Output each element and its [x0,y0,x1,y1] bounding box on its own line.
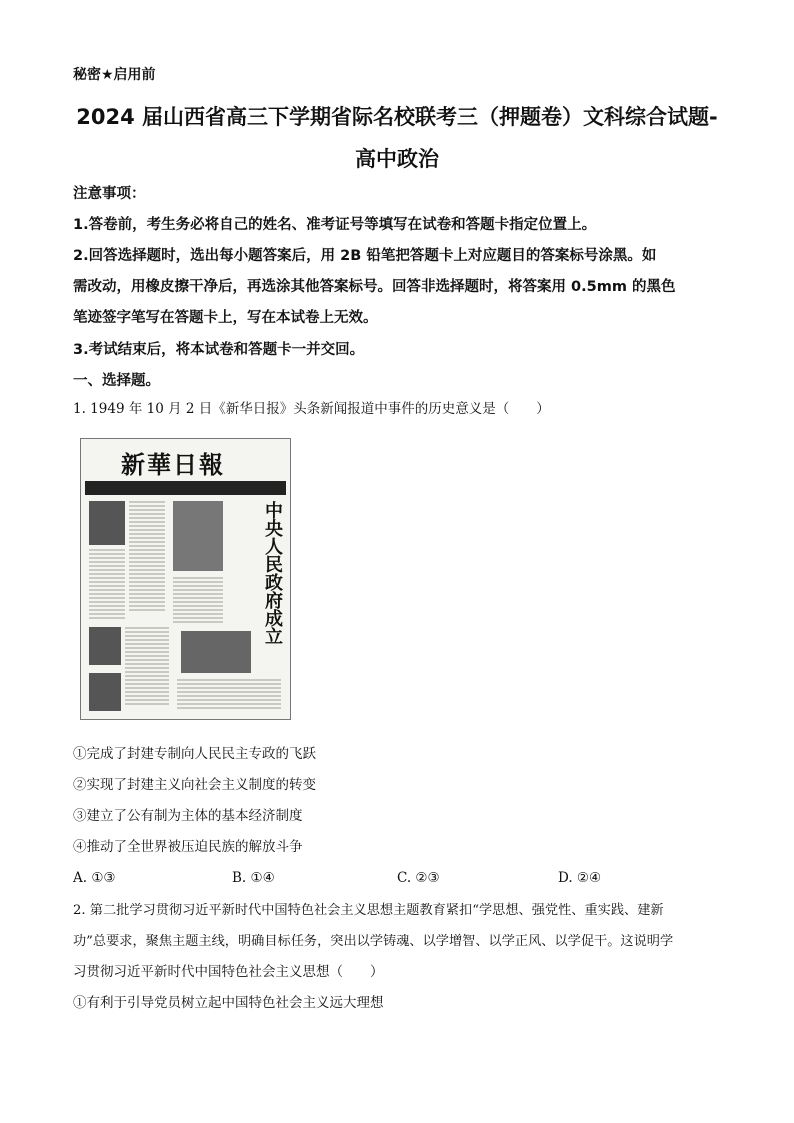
question-2-stem-line-1: 2. 第二批学习贯彻习近平新时代中国特色社会主义思想主题教育紧扣“学思想、强党性、重实践、建新 [73,903,664,918]
secret-label: 秘密★启用前 [73,67,156,83]
notice-heading: 注意事项： [73,186,146,202]
question-1-statement-4: ④推动了全世界被压迫民族的解放斗争 [73,839,303,855]
question-2-statement-1: ①有利于引导党员树立起中国特色社会主义远大理想 [73,995,384,1011]
question-1-statement-3: ③建立了公有制为主体的基本经济制度 [73,808,303,824]
newspaper-column [173,577,223,623]
portrait-photo [89,673,121,711]
notice-item-2-line-3: 笔迹签字笔写在答题卡上，写在本试卷上无效。 [73,310,378,326]
exam-title: 2024 届山西省高三下学期省际名校联考三（押题卷）文科综合试题- [76,105,718,129]
portrait-photo [89,627,121,665]
question-2-stem-line-3: 习贯彻习近平新时代中国特色社会主义思想（ ） [73,964,384,980]
newspaper-headline: 中央人民政府成立 [262,501,283,645]
question-1-statement-2: ②实现了封建主义向社会主义制度的转变 [73,777,316,793]
notice-item-1: 1.答卷前，考生务必将自己的姓名、准考证号等填写在试卷和答题卡指定位置上。 [73,217,597,233]
center-photo [173,501,223,571]
portrait-photo [89,501,125,545]
question-1-option-c[interactable]: C. ②③ [397,870,440,886]
notice-item-2-line-2: 需改动，用橡皮擦干净后，再选涂其他答案标号。回答非选择题时，将答案用 0.5mm 的黑色 [73,279,676,295]
newspaper-column [89,549,125,619]
meeting-photo [181,631,251,673]
question-1-stem: 1. 1949 年 10 月 2 日《新华日报》头条新闻报道中事件的历史意义是（ ） [73,401,550,417]
newspaper-banner [85,481,286,495]
newspaper-column [177,679,281,709]
newspaper-column [129,501,165,611]
newspaper-image [80,438,291,720]
exam-subtitle: 高中政治 [355,147,439,171]
question-2-stem-line-2: 功”总要求，聚焦主题主线，明确目标任务，突出以学铸魂、以学增智、以学正风、以学促干。这说明学 [73,934,674,949]
notice-item-3: 3.考试结束后，将本试卷和答题卡一并交回。 [73,342,365,358]
section-heading: 一、选择题。 [73,373,160,389]
question-1-option-b[interactable]: B. ①④ [232,870,275,886]
question-1-option-d[interactable]: D. ②④ [558,870,602,886]
question-1-statement-1: ①完成了封建专制向人民民主专政的飞跃 [73,746,316,762]
newspaper-column [125,627,169,707]
notice-item-2-line-1: 2.回答选择题时，选出每小题答案后，用 2B 铅笔把答题卡上对应题目的答案标号涂黑。如 [73,248,657,264]
question-1-option-a[interactable]: A. ①③ [73,870,116,886]
newspaper-masthead: 新華日報 [121,450,225,479]
